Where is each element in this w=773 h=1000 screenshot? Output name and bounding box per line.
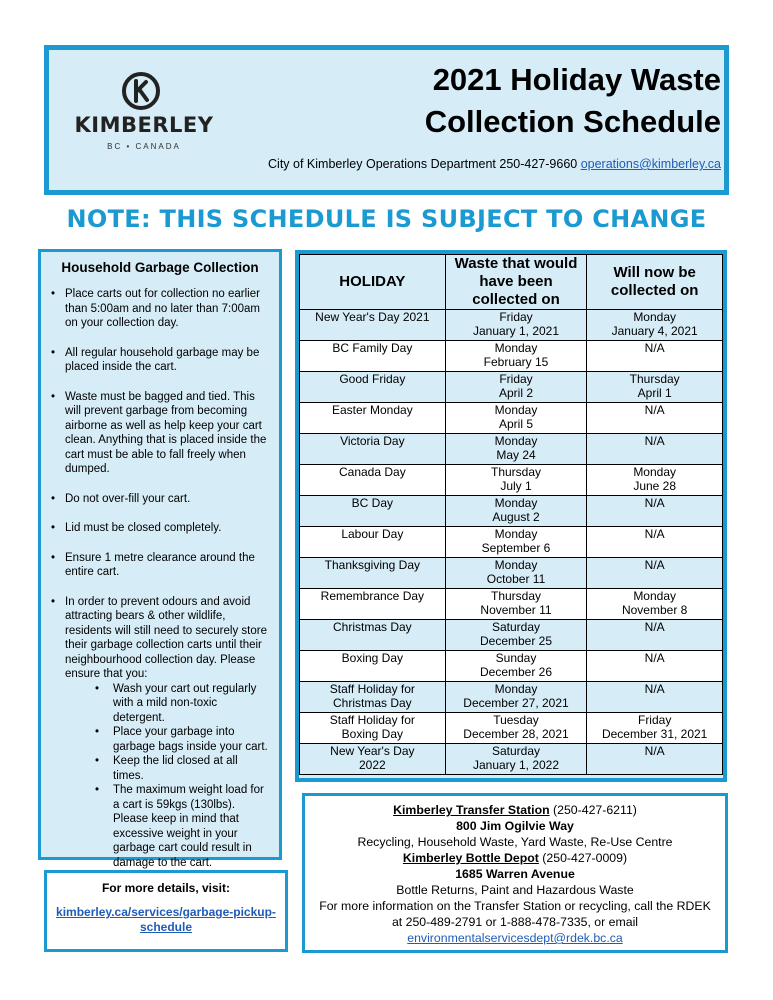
sub-guideline-item: • Wash your cart out regularly with a mild non-toxic detergent. xyxy=(95,682,271,726)
original-date-cell: Tuesday December 28, 2021 xyxy=(445,713,587,744)
original-date-cell: Friday January 1, 2021 xyxy=(445,310,587,341)
new-date-cell: Monday November 8 xyxy=(587,589,723,620)
original-date-cell: Monday February 15 xyxy=(445,341,587,372)
holiday-cell: Boxing Day xyxy=(300,651,446,682)
table-row xyxy=(300,496,723,527)
holiday-cell: Easter Monday xyxy=(300,403,446,434)
rdek-info-line-2: at 250-489-2791 or 1-888-478-7335, or email xyxy=(391,915,639,929)
bottle-depot-address: 1685 Warren Avenue xyxy=(455,867,575,881)
new-date-cell: N/A xyxy=(587,558,723,589)
new-date-cell: N/A xyxy=(587,527,723,558)
schedule-body xyxy=(300,310,723,775)
original-date-cell: Sunday December 26 xyxy=(445,651,587,682)
rdek-info-line-1: For more information on the Transfer Station or recycling, call the RDEK xyxy=(319,899,711,913)
new-date-cell: N/A xyxy=(587,682,723,713)
table-row xyxy=(300,341,723,372)
new-date-cell: N/A xyxy=(587,341,723,372)
transfer-station-line xyxy=(305,802,725,818)
holiday-cell: BC Day xyxy=(300,496,446,527)
original-date-cell: Friday April 2 xyxy=(445,372,587,403)
holiday-cell: Staff Holiday for Boxing Day xyxy=(300,713,446,744)
new-date-cell: N/A xyxy=(587,403,723,434)
holiday-cell: Labour Day xyxy=(300,527,446,558)
holiday-schedule-table xyxy=(299,254,723,775)
new-date-cell: N/A xyxy=(587,434,723,465)
kimberley-logo-icon xyxy=(120,70,162,112)
original-date-cell: Thursday July 1 xyxy=(445,465,587,496)
original-date-cell: Monday August 2 xyxy=(445,496,587,527)
new-date-cell: N/A xyxy=(587,744,723,775)
holiday-cell: Good Friday xyxy=(300,372,446,403)
column-header-original-date: Waste that would have been collected on xyxy=(445,255,587,310)
table-row xyxy=(300,465,723,496)
holiday-cell: BC Family Day xyxy=(300,341,446,372)
transfer-station-name: Kimberley Transfer Station xyxy=(393,803,550,817)
guideline-item: • All regular household garbage may be placed inside the cart. xyxy=(49,346,271,375)
sub-guideline-item: • The maximum weight load for a cart is 59kgs (130lbs). Please keep in mind that excessive weight in your garbage cart could result in damage to the cart. xyxy=(95,783,271,870)
household-garbage-panel xyxy=(38,249,282,869)
table-row xyxy=(300,651,723,682)
transfer-station-phone: (250-427-6211) xyxy=(549,803,637,817)
contact-text: City of Kimberley Operations Department 250-427-9660 xyxy=(268,157,581,171)
new-date-cell: N/A xyxy=(587,651,723,682)
new-date-cell: Monday June 28 xyxy=(587,465,723,496)
original-date-cell: Monday October 11 xyxy=(445,558,587,589)
bottle-depot-line xyxy=(305,850,725,866)
holiday-cell: Canada Day xyxy=(300,465,446,496)
table-row xyxy=(300,558,723,589)
page-title-line-2: Collection Schedule xyxy=(424,104,721,139)
original-date-cell: Thursday November 11 xyxy=(445,589,587,620)
holiday-cell: Thanksgiving Day xyxy=(300,558,446,589)
original-date-cell: Saturday December 25 xyxy=(445,620,587,651)
guideline-item-wildlife xyxy=(49,595,271,871)
holiday-cell: Victoria Day xyxy=(300,434,446,465)
sub-guideline-item: • Place your garbage into garbage bags inside your cart. xyxy=(95,725,271,754)
rdek-email-link[interactable]: environmentalservicesdept@rdek.bc.ca xyxy=(407,931,623,945)
holiday-cell: Christmas Day xyxy=(300,620,446,651)
table-row xyxy=(300,744,723,775)
original-date-cell: Monday December 27, 2021 xyxy=(445,682,587,713)
new-date-cell: N/A xyxy=(587,620,723,651)
table-row xyxy=(300,682,723,713)
transfer-station-services: Recycling, Household Waste, Yard Waste, Re-Use Centre xyxy=(357,835,673,849)
schedule-change-note: NOTE: THIS SCHEDULE IS SUBJECT TO CHANGE xyxy=(66,205,707,233)
bottle-depot-name: Kimberley Bottle Depot xyxy=(402,851,539,865)
sub-guideline-item: • Keep the lid closed at all times. xyxy=(95,754,271,783)
more-details-box xyxy=(44,870,288,952)
new-date-cell: N/A xyxy=(587,496,723,527)
original-date-cell: Monday September 6 xyxy=(445,527,587,558)
holiday-cell: New Year's Day 2022 xyxy=(300,744,446,775)
holiday-cell: New Year's Day 2021 xyxy=(300,310,446,341)
table-row xyxy=(300,372,723,403)
guideline-item: • Waste must be bagged and tied. This will prevent garbage from becoming airborne as well as help keep your cart clean. Anything that is placed inside the cart must be able to fall freely when dumped. xyxy=(49,390,271,477)
bottle-depot-services: Bottle Returns, Paint and Hazardous Waste xyxy=(396,883,634,897)
details-heading: For more details, visit: xyxy=(101,881,231,895)
guideline-item-text: In order to prevent odours and avoid attracting bears & other wildlife, residents will still need to securely store their garbage collection carts until their neighbourhood collection day. Please ensure that you: xyxy=(65,595,267,680)
details-link[interactable]: kimberley.ca/services/garbage-pickup-schedule xyxy=(56,905,276,934)
page-title-line-1: 2021 Holiday Waste xyxy=(432,62,721,97)
new-date-cell: Thursday April 1 xyxy=(587,372,723,403)
new-date-cell: Monday January 4, 2021 xyxy=(587,310,723,341)
holiday-cell: Staff Holiday for Christmas Day xyxy=(300,682,446,713)
table-row xyxy=(300,310,723,341)
guideline-item: • Do not over-fill your cart. xyxy=(49,492,271,507)
table-row xyxy=(300,434,723,465)
contact-email-link[interactable]: operations@kimberley.ca xyxy=(580,157,721,171)
table-row xyxy=(300,589,723,620)
table-row xyxy=(300,403,723,434)
contact-line xyxy=(268,157,721,171)
transfer-station-info-box xyxy=(302,793,728,953)
holiday-cell: Remembrance Day xyxy=(300,589,446,620)
table-row xyxy=(300,527,723,558)
transfer-station-address: 800 Jim Ogilvie Way xyxy=(456,819,574,833)
guideline-item: • Ensure 1 metre clearance around the entire cart. xyxy=(49,551,271,580)
original-date-cell: Monday May 24 xyxy=(445,434,587,465)
table-row xyxy=(300,620,723,651)
holiday-schedule-table-panel xyxy=(295,250,727,782)
guideline-item: • Place carts out for collection no earlier than 5:00am and no later than 7:00am on your collection day. xyxy=(49,287,271,331)
table-row xyxy=(300,713,723,744)
household-guidelines-list xyxy=(49,287,271,870)
column-header-new-date: Will now be collected on xyxy=(587,255,723,310)
new-date-cell: Friday December 31, 2021 xyxy=(587,713,723,744)
household-title: Household Garbage Collection xyxy=(61,260,259,275)
wildlife-sub-list xyxy=(65,682,271,871)
guideline-item: • Lid must be closed completely. xyxy=(49,521,271,536)
bottle-depot-phone: (250-427-0009) xyxy=(538,851,628,865)
column-header-holiday: HOLIDAY xyxy=(300,255,446,310)
original-date-cell: Monday April 5 xyxy=(445,403,587,434)
original-date-cell: Saturday January 1, 2022 xyxy=(445,744,587,775)
logo-subtitle: BC • CANADA xyxy=(107,142,181,151)
logo-name: KIMBERLEY xyxy=(74,113,214,137)
